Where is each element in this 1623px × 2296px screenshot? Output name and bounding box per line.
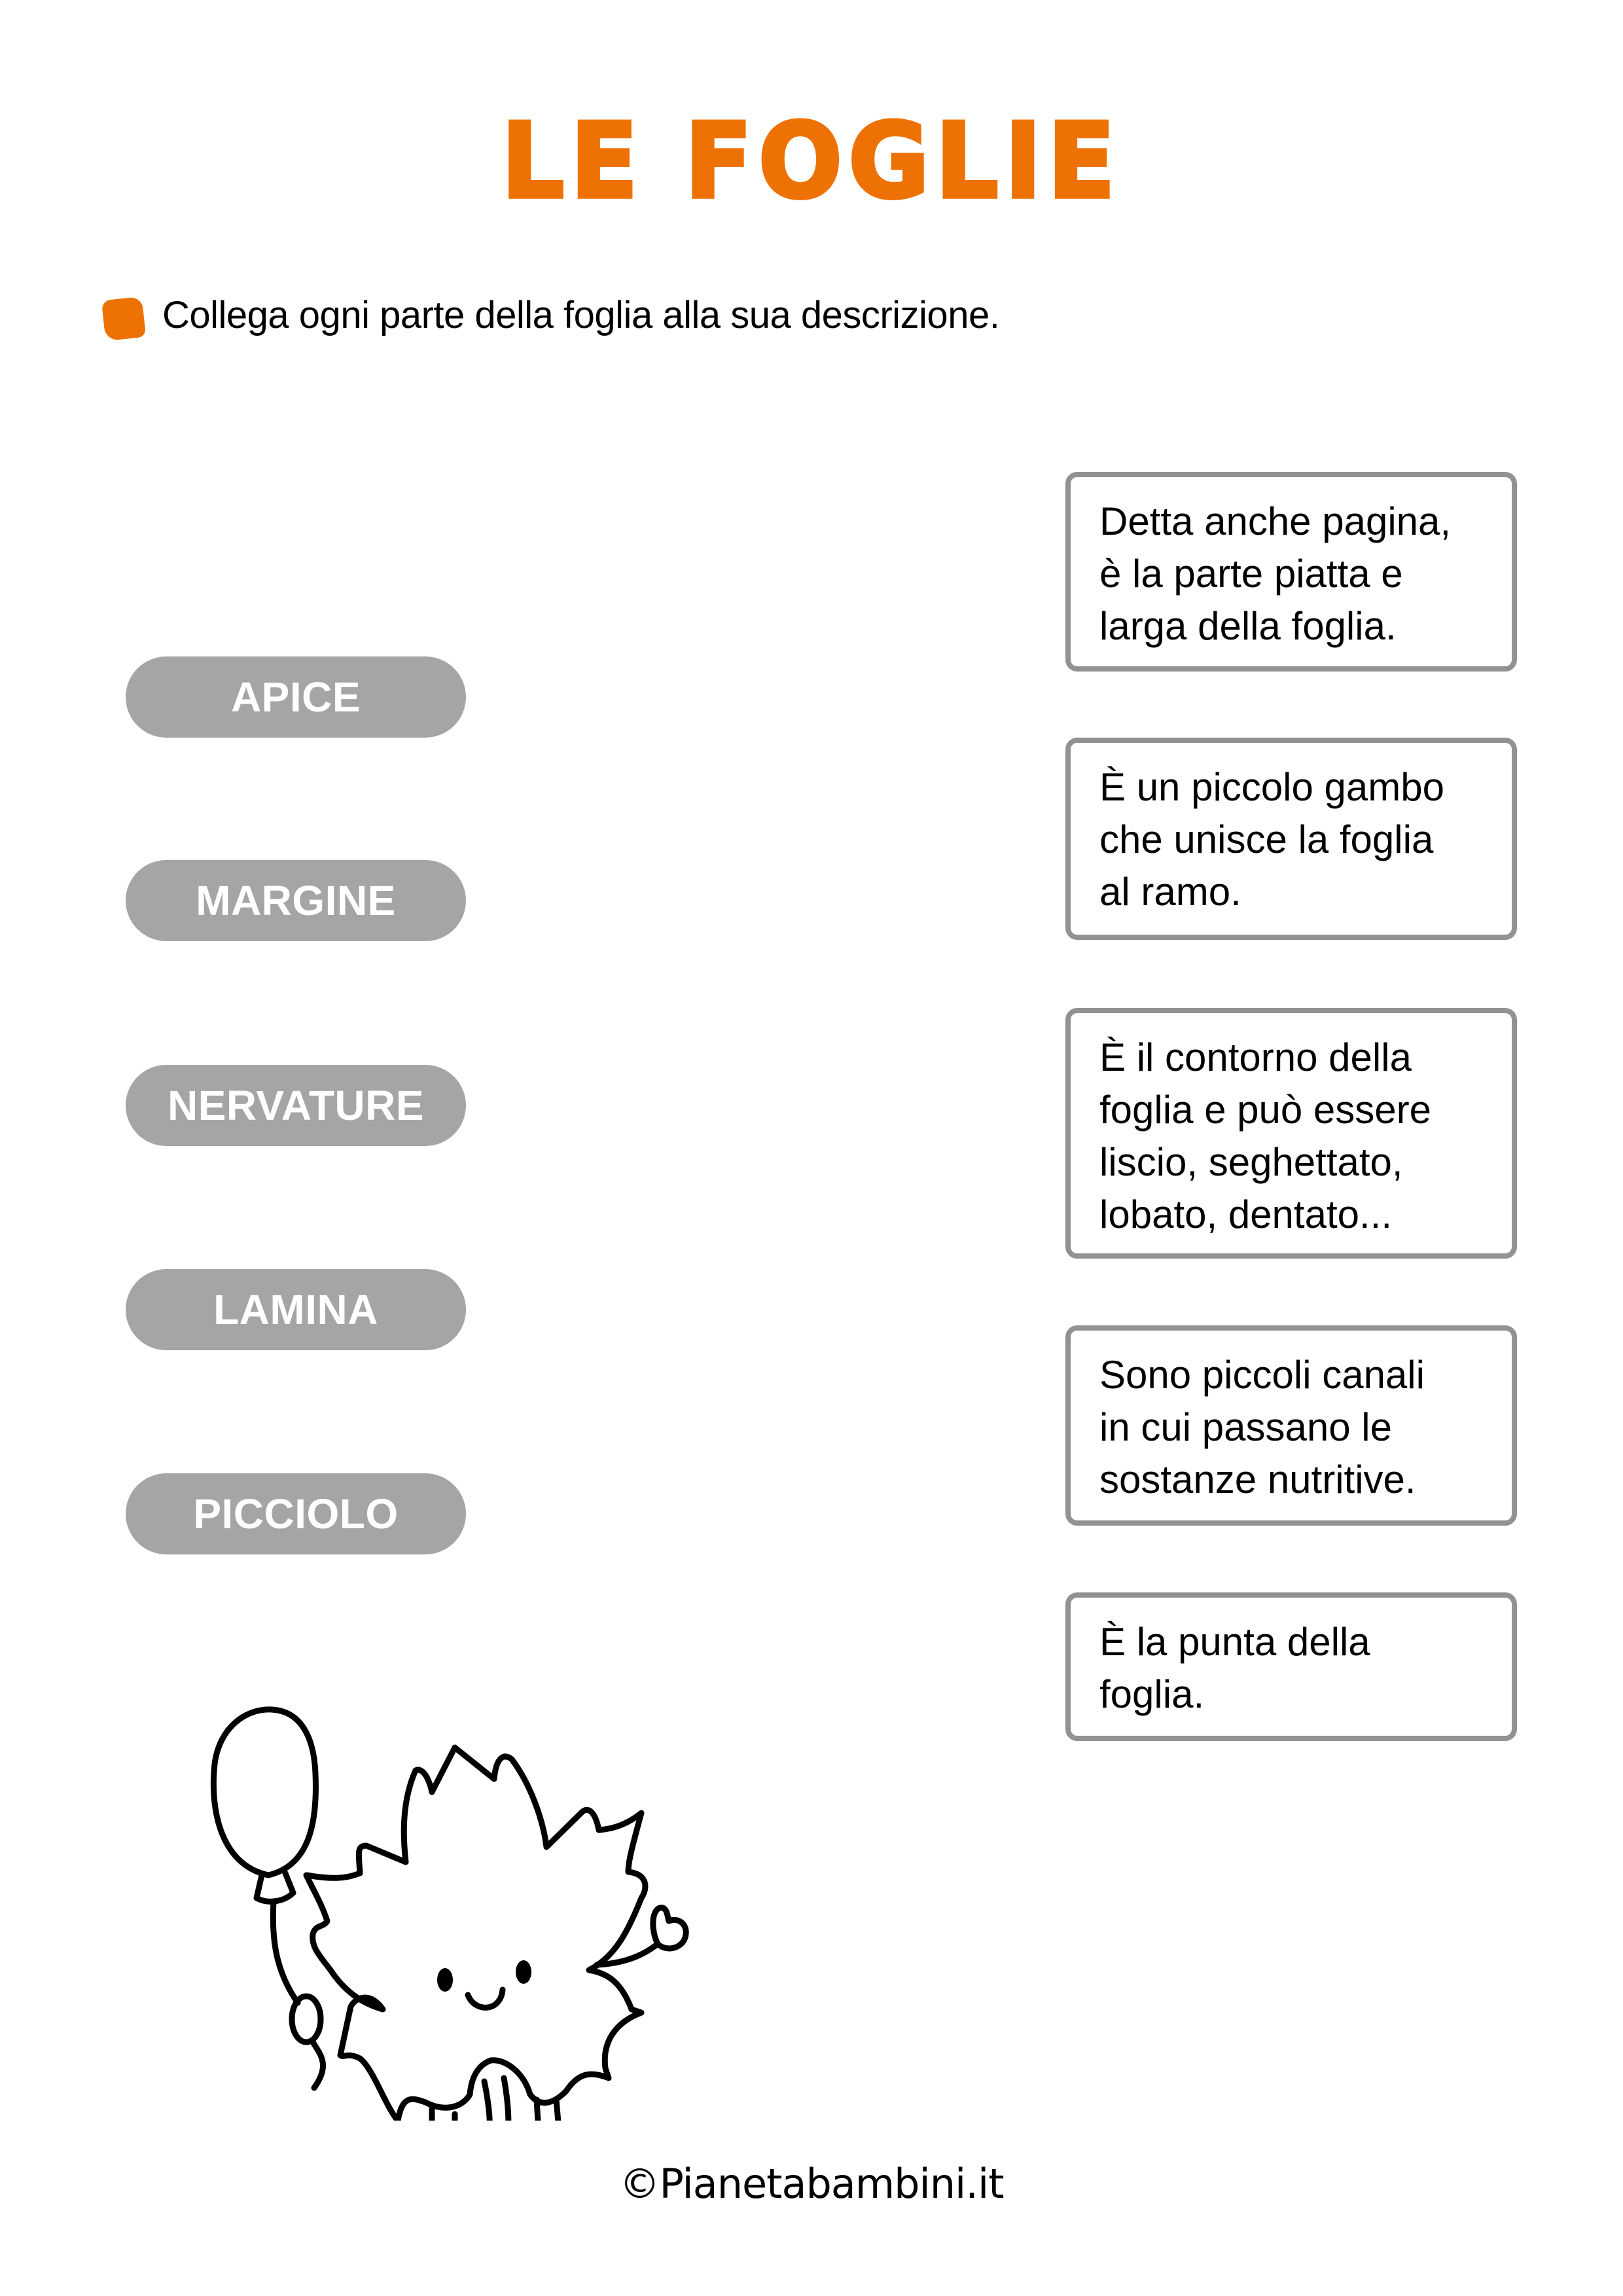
term-label: PICCIOLO (193, 1490, 399, 1537)
description-box-3[interactable] (1065, 1008, 1517, 1259)
term-picciolo[interactable] (126, 1473, 466, 1554)
description-line: liscio, seghettato, (1099, 1140, 1403, 1184)
balloon-knot (257, 1873, 293, 1901)
page-title: LE FOGLIE (501, 101, 1122, 222)
description-line: sostanze nutritive. (1099, 1458, 1416, 1501)
description-line: Sono piccoli canali (1099, 1353, 1425, 1397)
balloon-string (273, 1901, 298, 2003)
leaf-mascot-icon (196, 1702, 707, 2121)
description-line: è la parte piatta e (1099, 552, 1403, 596)
footer-copyright: ©Pianetabambini.it (619, 2160, 1004, 2208)
stem (484, 2078, 508, 2121)
term-label: LAMINA (213, 1286, 378, 1333)
term-label: MARGINE (196, 877, 396, 924)
term-margine[interactable] (126, 860, 466, 941)
description-line: È un piccolo gambo (1099, 765, 1444, 809)
description-line: al ramo. (1099, 870, 1241, 914)
instruction-text: Collega ogni parte della foglia alla sua descrizione. (162, 294, 1000, 336)
description-line: che unisce la foglia (1099, 817, 1434, 861)
description-line: foglia. (1099, 1672, 1205, 1716)
right-eye (516, 1960, 531, 1984)
bullet-icon (101, 296, 146, 341)
description-line: foglia e può essere (1099, 1088, 1432, 1132)
description-line: lobato, dentato... (1099, 1193, 1393, 1236)
description-line: larga della foglia. (1099, 604, 1397, 648)
leaf-body (306, 1748, 645, 2121)
term-label: APICE (230, 673, 361, 721)
description-line: È la punta della (1099, 1620, 1370, 1664)
description-box-2[interactable] (1065, 738, 1517, 940)
term-nervature[interactable] (126, 1065, 466, 1146)
description-line: Detta anche pagina, (1099, 499, 1452, 543)
term-apice[interactable] (126, 656, 466, 738)
description-box-1[interactable] (1065, 472, 1517, 672)
balloon-icon (213, 1710, 315, 1875)
left-foot (412, 2109, 455, 2121)
term-label: NERVATURE (167, 1082, 425, 1129)
right-hand (653, 1908, 686, 1948)
description-line: È il contorno della (1099, 1035, 1412, 1079)
left-eye (437, 1968, 453, 1992)
smile (468, 1990, 503, 2007)
left-hand (292, 1996, 321, 2042)
description-box-4[interactable] (1065, 1325, 1517, 1526)
description-line: in cui passano le (1099, 1405, 1392, 1449)
description-box-5[interactable] (1065, 1592, 1517, 1741)
term-lamina[interactable] (126, 1269, 466, 1350)
